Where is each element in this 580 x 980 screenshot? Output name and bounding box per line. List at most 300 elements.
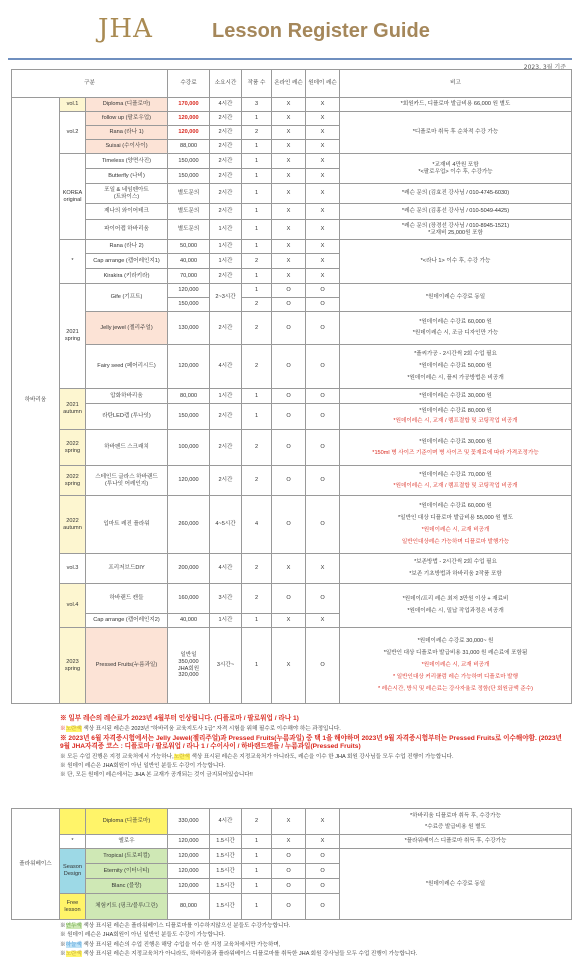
note-cell [340,496,572,554]
note-cell [340,584,572,628]
works-cell: 2 [242,345,272,389]
works-cell: 4 [242,496,272,554]
lesson-name: Diploma (디플로마) [86,98,168,112]
oneday-cell: O [306,584,340,614]
fee-cell: 별도문의 [168,184,210,204]
vol-cell: vol.4 [60,584,86,628]
oneday-cell: X [306,98,340,112]
lesson-name: Butterfly (나비) [86,169,168,184]
note-required [60,726,565,733]
time-cell: 2~3시간 [210,284,242,312]
works-cell: 1 [242,269,272,284]
table-row [12,112,572,126]
oneday-cell: X [306,254,340,269]
works-cell: 1 [242,184,272,204]
fee-cell: 별도문의 [168,204,210,220]
fee-cell: 120,000 [168,284,210,298]
col-header: 작품 수 [242,70,272,98]
oneday-cell: X [306,154,340,169]
col-header: 소요시간 [210,70,242,98]
oneday-cell: O [306,345,340,389]
vol-cell: * [60,240,86,284]
section-label-flower: 플라워베이스 [12,809,60,920]
fnote-green [60,923,565,930]
fee-cell [168,628,210,704]
fee-cell: 260,000 [168,496,210,554]
oneday-cell: O [306,466,340,496]
lesson-name: 파이어캡 하바리움 [86,220,168,240]
note-line: *보존 기초방법과 하바리움 2작품 포함 [409,571,502,577]
lesson-name: 프리저브드DIY [86,554,168,584]
lesson-name: Fairy seed (페어리시드) [86,345,168,389]
note-line: *원데이레슨 수강료 60,000 원 [419,319,492,326]
oneday-cell: O [306,879,340,894]
oneday-cell: X [306,169,340,184]
vol-cell: 2022 spring [60,466,86,496]
lesson-name: Jelly jewel (젤리주얼) [86,312,168,345]
note-cell: *디플로마 취득 후 순차적 수강 가능 [340,112,572,154]
vol-cell: vol.2 [60,112,86,154]
fnote-yellow [60,951,565,958]
time-cell: 2시간 [210,430,242,466]
oneday-cell: O [306,284,340,298]
col-header: 구분 [12,70,168,98]
online-cell: X [272,169,306,184]
yellow-highlight: 노란색 [173,753,190,760]
online-cell: X [272,269,306,284]
table-row [12,554,572,584]
note-line: *하바리움 디플로마 취득 후, 수강가능 [409,812,501,819]
online-cell: X [272,140,306,154]
online-cell: O [272,284,306,298]
table-row [12,430,572,466]
oneday-cell: O [306,389,340,404]
oneday-cell: O [306,312,340,345]
works-cell: 2 [242,554,272,584]
vol-cell: KOREA original [60,154,86,240]
table-row [12,389,572,404]
note-line: *레슨 문의 (장경선 강사님 / 010-8945-1521) [401,222,510,229]
oneday-cell: O [306,849,340,864]
oneday-cell: X [306,112,340,126]
note-mark: ※ [60,950,66,957]
works-cell: 1 [242,849,272,864]
time-cell: 4~5시간 [210,496,242,554]
fee-cell: 150,000 [168,404,210,430]
note-text: ※ 모든 수업 진행은 지정 교육처에서 가능하나, [60,753,174,760]
time-cell: 1.5시간 [210,849,242,864]
note-teaching [60,754,565,761]
online-cell: O [272,430,306,466]
online-cell: X [272,554,306,584]
online-cell: X [272,204,306,220]
note-line: *원데이레슨 수강료 70,000 원 [419,471,492,478]
fee-cell: 150,000 [168,154,210,169]
fee-cell: 150,000 [168,169,210,184]
lesson-name: 라탄LED캡 (투나잇) [86,404,168,430]
col-header: 수강료 [168,70,210,98]
works-cell: 1 [242,140,272,154]
works-cell: 1 [242,240,272,254]
note-cell: *회원카드, 디플로마 발급비용 66,000 원 별도 [340,98,572,112]
time-cell: 3시간~ [210,628,242,704]
online-cell: X [272,628,306,704]
note-line: *원데이레슨 시, 교재 / 램프결합 및 코팅작업 비공개 [393,482,518,489]
col-header: 원데이 레슨 [306,70,340,98]
lesson-name: 압화하바리움 [86,389,168,404]
note-oneday: ※ 원데이 레슨은 JHA회원이 아닌 일반인 분들도 수강이 가능합니다. [60,762,226,769]
online-cell: O [272,496,306,554]
online-cell: X [272,112,306,126]
oneday-cell: O [306,430,340,466]
note-line: *수료증 발급비용 원 별도 [425,823,486,830]
fee-cell: 50,000 [168,240,210,254]
note-line: * 레슨시간, 방식 및 레슨료는 강사자율로 정함(단 회원금액 준수) [378,685,533,692]
online-cell: O [272,466,306,496]
works-cell: 2 [242,312,272,345]
time-cell: 4시간 [210,345,242,389]
table-row [12,835,572,849]
vol-cell: 2021 autumn [60,389,86,430]
online-cell: X [272,809,306,835]
table-row [12,220,572,240]
vol-cell: vol.1 [60,98,86,112]
lesson-name: 입마트 레진 플라워 [86,496,168,554]
table-row [12,240,572,254]
fee-cell: 150,000 [168,298,210,312]
note-exam: ※ 2023년 6월 자격증시험에서는 Jelly Jewel(젤리주얼)과 Pressed Fruits(누름과일) 중 택 1을 해야하며 2023년 9월 자격증시험부터는 Pressed Fruits로 이수해야함. (2023년 9월 JHA자격증 코스 : 디플로마 / 팔로워업 / 라나 1 / 수이사이 / 하바랜드캔들 / 누름과일(Pressed Fruits) [60,734,562,751]
fee-cell: 100,000 [168,430,210,466]
lesson-name: Rana (라나 2) [86,240,168,254]
works-cell: 1 [242,204,272,220]
fee-cell: 120,000 [168,849,210,864]
time-cell: 1시간 [210,389,242,404]
table-row [12,284,572,298]
note-line: *원데이레슨 시, 조금 디자인만 가능 [412,330,499,336]
time-cell: 4시간 [210,809,242,835]
note-line: *원데이레슨 수강료 50,000 원 [419,363,492,369]
works-cell: 2 [242,298,272,312]
yellow-highlight: 노란색 [65,950,82,957]
note-cell [340,809,572,835]
online-cell: X [272,240,306,254]
works-cell: 2 [242,466,272,496]
fee-cell: 130,000 [168,312,210,345]
note-line: 일반인대상레슨 가능하며 디플로마 발행가능 [401,538,510,545]
time-cell: 2시간 [210,466,242,496]
fee-cell: 70,000 [168,269,210,284]
fee-cell: 120,000 [168,879,210,894]
time-cell: 2시간 [210,269,242,284]
note-cell: *플라워베이스 디플로마 취득 후, 수강가능 [340,835,572,849]
vol-cell: 2021 spring [60,284,86,389]
note-text: 색상 표시된 레슨은 플라워베이스 디플로마를 이수하지않으신 분들도 수강가능합니다. [81,923,291,929]
oneday-cell: X [306,220,340,240]
works-cell: 1 [242,864,272,879]
lesson-name: Suisai (수이사이) [86,140,168,154]
lesson-name [86,184,168,204]
time-cell: 1.5시간 [210,864,242,879]
oneday-cell: X [306,140,340,154]
online-cell: O [272,404,306,430]
table-row [12,345,572,389]
vol-cell: 2022 autumn [60,496,86,554]
time-cell: 2시간 [210,204,242,220]
works-cell: 1 [242,389,272,404]
time-cell: 2시간 [210,169,242,184]
works-cell: 2 [242,126,272,140]
note-line: *원데이레슨 시, 플씨 가공방법은 비공개 [407,374,504,381]
lesson-name: Pressed Fruits(누름과일) [86,628,168,704]
online-cell: X [272,184,306,204]
lesson-name-line: (트와이스) [113,193,140,200]
works-cell: 2 [242,584,272,614]
oneday-cell: O [306,404,340,430]
note-line: *원데이레슨 수강료 30,000~ 원 [417,638,494,645]
note-cell [340,220,572,240]
flower-notes [60,923,565,960]
fnote-oneday: ※ 원데이 레슨은 JHA회원이 아닌 일반인 분들도 수강이 가능합니다. [60,932,226,939]
oneday-cell: X [306,204,340,220]
note-cell [340,345,572,389]
note-line: *원데이레슨 수강료 60,000 원 [419,503,492,510]
works-cell: 1 [242,894,272,920]
col-header: 비고 [340,70,572,98]
online-cell: X [272,154,306,169]
note-line: *원데이레슨 시, 교재 / 램프결합 및 코팅작업 비공개 [393,418,518,424]
lesson-name: 체험키트 (핑크/블루/그린) [86,894,168,920]
table-row [12,312,572,345]
note-line: *원데이/프리 레슨 최저 3만원 이상 + 재료비 [402,596,509,603]
note-line: *원데이레슨 시, 밀납 작업과정은 비공개 [407,608,504,614]
note-line: *원데이레슨 시, 교재 비공개 [421,527,490,533]
note-line: *교재비 4만원 포함 [432,161,479,168]
table-row [12,404,572,430]
oneday-cell: X [306,835,340,849]
works-cell: 1 [242,628,272,704]
works-cell: 3 [242,98,272,112]
lesson-name-line: 포일 & 네임펜아트 [104,186,149,193]
fee-line: 일반일 350,000 [178,651,199,665]
col-header: 온라인 레슨 [272,70,306,98]
note-cell [340,404,572,430]
section-label-harbarium: 하바리움 [12,98,60,704]
fee-line: JHA회원 320,000 [177,665,200,679]
note-cell: *원데이레슨 수강료 동일 [340,849,572,920]
works-cell: 1 [242,835,272,849]
works-cell: 2 [242,809,272,835]
time-cell: 3시간 [210,584,242,614]
works-cell: 1 [242,284,272,298]
note-text: 색상 표시된 레슨의 수업 진행은 해당 수업을 이수 한 지정 교육처에서만 가능하며, [81,941,281,948]
online-cell: X [272,254,306,269]
oneday-cell: O [306,894,340,920]
yellow-highlight: 노란색 [65,725,82,732]
lesson-name: Cap arrange (캡어레인지1) [86,254,168,269]
lesson-name: Gife (기프트) [86,284,168,312]
page-title: Lesson Register Guide [212,20,430,42]
note-mark: ※ [60,941,66,948]
works-cell: 2 [242,254,272,269]
online-cell: X [272,835,306,849]
online-cell: O [272,389,306,404]
lesson-name: follow up (팔로우업) [86,112,168,126]
lesson-name: Diploma (디플로마) [86,809,168,835]
oneday-cell: X [306,126,340,140]
note-line: *일반인 대상 디플로마 발급비용 55,000 원 별도 [397,515,514,522]
blue-highlight: 하늘색 [65,941,82,948]
note-mark: ※ [60,923,66,929]
lesson-name: 하바펜드 스크래치 [86,430,168,466]
works-cell: 1 [242,154,272,169]
table-row [12,154,572,169]
note-cell: *<라나 1> 이수 후, 수강 가능 [340,240,572,284]
fee-cell: 120,000 [168,835,210,849]
fee-cell: 40,000 [168,614,210,628]
works-cell: 1 [242,404,272,430]
table-row [12,628,572,704]
time-cell: 2시간 [210,126,242,140]
online-cell: O [272,312,306,345]
time-cell: 2시간 [210,140,242,154]
note-price-increase: ※ 일부 레슨의 레슨료가 2023년 4월부터 인상됩니다. (디플로마 / 팔로워업 / 라나 1) [60,715,299,722]
note-line: *교재비 25,000원 포함 [428,229,483,236]
works-cell: 1 [242,169,272,184]
note-line: *원데이레슨 수강료 80,000 원 [419,408,492,415]
time-cell: 2시간 [210,112,242,126]
note-line: *일반인 대상 디플로마 발급비용 31,000 원 레슨료에 포함됨 [383,650,528,657]
lesson-name: Cap arrange (캡어레인지2) [86,614,168,628]
harbarium-notes [60,715,565,781]
time-cell: 1시간 [210,254,242,269]
note-cell [340,312,572,345]
note-text: 색상 표시된 레슨은 2023년 "하바리움 교육지도사 1급" 자격 시험을 위해 필수로 이수해야 하는 과정입니다. [81,725,341,732]
note-cell [340,628,572,704]
works-cell: 2 [242,430,272,466]
table-row [12,466,572,496]
lesson-name-line: 스테인드 글라스 하바랜드 [95,473,158,480]
note-line: *보존방법 - 2시간씩 2회 수업 필요 [414,559,497,566]
note-textbook: ※ 단, 모든 원데이 레슨에서는 JHA 본 교재가 공개되는 것이 금지되어있습니다!! [60,772,253,779]
online-cell: O [272,864,306,879]
table-row [12,849,572,864]
oneday-cell: X [306,809,340,835]
fee-cell: 330,000 [168,809,210,835]
note-cell: *레슨 문의 (김홍선 강사님 / 010-5049-4425) [340,204,572,220]
works-cell: 1 [242,112,272,126]
oneday-cell: O [306,864,340,879]
lesson-name: 하바랜드 캔들 [86,584,168,614]
fee-cell: 88,000 [168,140,210,154]
fee-cell: 120,000 [168,864,210,879]
fee-cell: 120,000 [168,112,210,126]
time-cell: 2시간 [210,312,242,345]
lesson-name [86,466,168,496]
vol-cell: Season Design [60,849,86,894]
online-cell: O [272,849,306,864]
oneday-cell: X [306,614,340,628]
date-label: 2023. 3월 기준 [523,64,566,71]
oneday-cell: X [306,269,340,284]
table-row [12,496,572,554]
lesson-name: 제나의 와이어테크 [86,204,168,220]
lesson-name-line: (투나잇 어레인지) [104,480,149,487]
fee-cell: 200,000 [168,554,210,584]
time-cell: 4시간 [210,554,242,584]
harbarium-table [11,69,572,704]
vol-cell [60,809,86,835]
note-cell [340,466,572,496]
vol-cell: vol.3 [60,554,86,584]
works-cell: 1 [242,879,272,894]
time-cell: 1시간 [210,240,242,254]
note-cell [340,154,572,184]
table-header-row [12,70,572,98]
fee-cell: 80,000 [168,894,210,920]
flower-base-table [11,808,572,920]
note-line: *<팔로우업> 이수 후, 수강가능 [418,168,493,175]
oneday-cell: X [306,184,340,204]
note-cell [340,554,572,584]
note-cell [340,430,572,466]
note-cell: *레슨 문의 (김효진 강사님 / 010-4745-6030) [340,184,572,204]
note-text: 색상 표시된 레슨은 지정교육처가 아니라도, 하바리움과 플라워베이스 디플로마를 취득한 JHA 회원 강사님들 모두 수업 진행이 가능합니다. [81,950,418,957]
fnote-blue [60,942,565,949]
lesson-name: Blanc (블랑) [86,879,168,894]
lesson-name: Rana (라나 1) [86,126,168,140]
vol-cell: * [60,835,86,849]
table-row [12,98,572,112]
online-cell: X [272,614,306,628]
fee-cell: 80,000 [168,389,210,404]
time-cell: 1시간 [210,220,242,240]
fee-cell: 170,000 [168,98,210,112]
note-line: *원데이레슨 시, 교재 비공개 [421,662,490,668]
time-cell: 2시간 [210,184,242,204]
oneday-cell: O [306,496,340,554]
fee-cell: 별도문의 [168,220,210,240]
lesson-name: Eternity (이터너티) [86,864,168,879]
time-cell: 4시간 [210,98,242,112]
fee-cell: 120,000 [168,345,210,389]
online-cell: O [272,894,306,920]
time-cell: 1.5시간 [210,835,242,849]
online-cell: O [272,345,306,389]
lesson-name: Tropical (트로피컬) [86,849,168,864]
fee-cell: 120,000 [168,466,210,496]
note-line: *플씨가공 - 2시간씩 2회 수업 필요 [414,351,497,358]
note-line: *150ml 병 사이즈 기준이며 병 사이즈 및 꽃재료에 따라 가격조정가능 [372,449,539,456]
table-row [12,809,572,835]
time-cell: 1.5시간 [210,894,242,920]
oneday-cell: O [306,298,340,312]
title-rule [8,58,572,60]
green-highlight: 연두색 [65,923,82,929]
works-cell: 1 [242,614,272,628]
header [0,0,580,56]
online-cell: O [272,879,306,894]
time-cell: 2시간 [210,404,242,430]
note-cell: *원데이레슨 수강료 30,000 원 [340,389,572,404]
fee-cell: 40,000 [168,254,210,269]
time-cell: 2시간 [210,154,242,169]
vol-cell: Free lesson [60,894,86,920]
note-line: *원데이레슨 수강료 30,000 원 [419,438,492,445]
works-cell: 1 [242,220,272,240]
vol-cell: 2022 spring [60,430,86,466]
oneday-cell: X [306,240,340,254]
fee-cell: 160,000 [168,584,210,614]
